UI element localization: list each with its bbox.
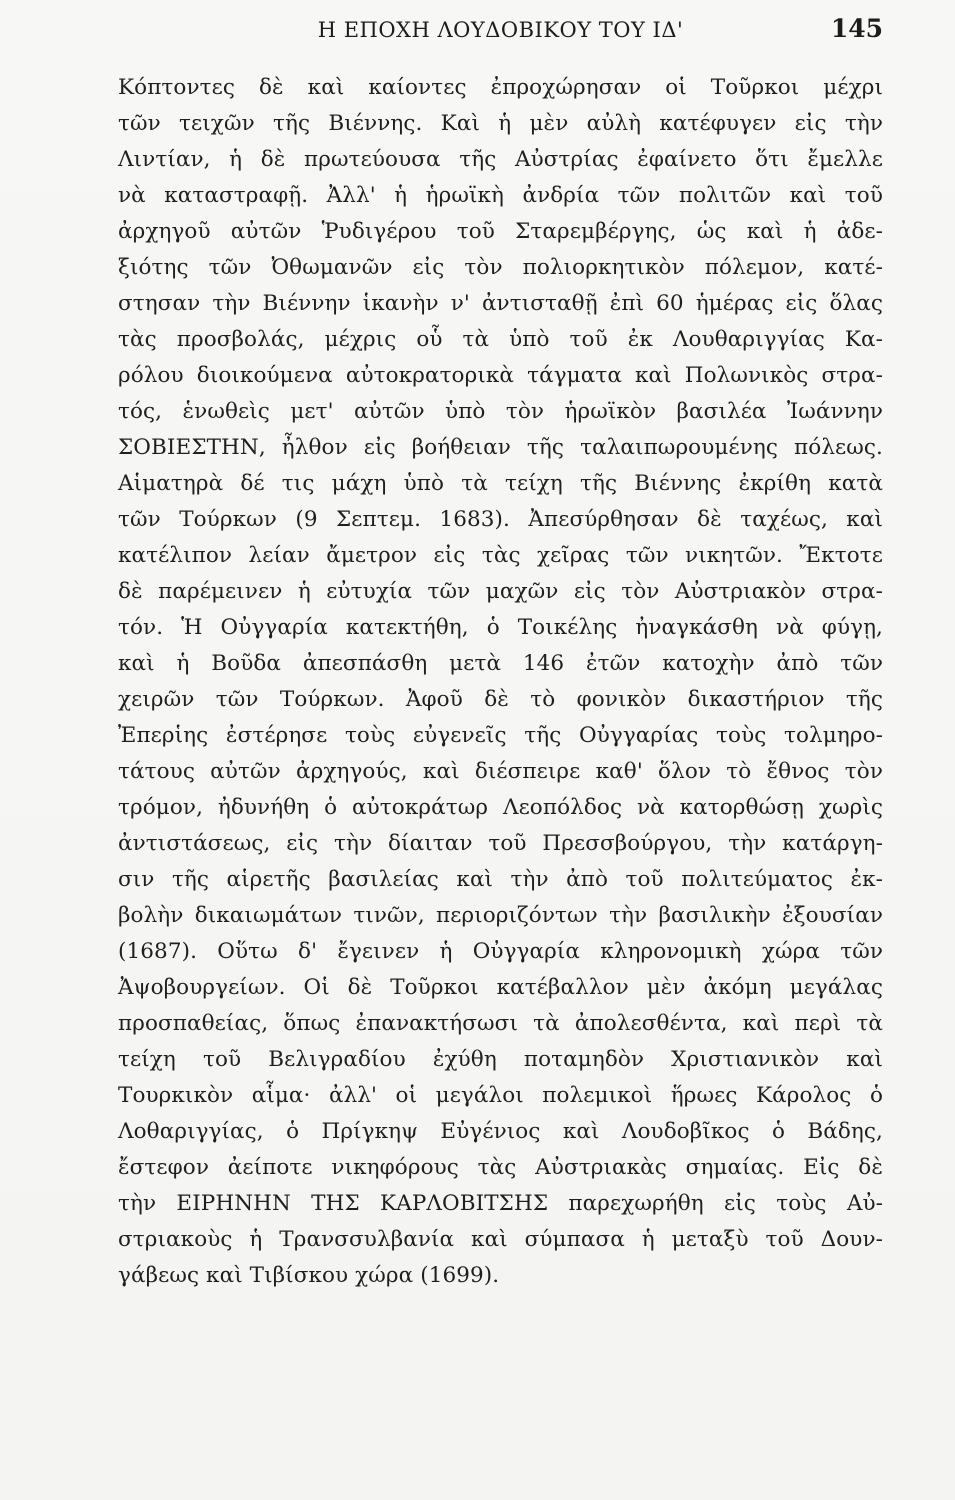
text-line: στριακοὺς ἡ Τρανσσυλβανία καὶ σύμπασα ἡ μεταξὺ τοῦ Δουν- [118,1227,883,1252]
text-line: τός, ἑνωθεὶς μετ' αὐτῶν ὑπὸ τὸν ἡρωϊκὸν βασιλέα Ἰωάννην [118,399,883,424]
text-line: βολὴν δικαιωμάτων τινῶν, περιοριζόντων τὴν βασιλικὴν ἐξουσίαν [118,903,883,928]
text-line: ξιότης τῶν Ὀθωμανῶν εἰς τὸν πολιορκητικὸν πόλεμον, κατέ- [118,255,883,280]
text-line: χειρῶν τῶν Τούρκων. Ἀφοῦ δὲ τὸ φονικὸν δικαστήριον τῆς [118,687,883,712]
text-line: Τουρκικὸν αἷμα· ἀλλ' οἱ μεγάλοι πολεμικοὶ ἥρωες Κάρολος ὁ [118,1083,883,1108]
text-line: ἔστεφον ἀείποτε νικηφόρους τὰς Αὐστριακὰς σημαίας. Εἰς δὲ [118,1155,883,1180]
text-line: καὶ ἡ Βοῦδα ἀπεσπάσθη μετὰ 146 ἐτῶν κατοχὴν ἀπὸ τῶν [118,651,883,676]
text-line: Κόπτοντες δὲ καὶ καίοντες ἐπροχώρησαν οἱ Τοῦρκοι μέχρι [118,75,883,100]
text-line: τάτους αὐτῶν ἀρχηγούς, καὶ διέσπειρε καθ' ὅλον τὸ ἔθνος τὸν [118,759,883,784]
text-line: (1687). Οὕτω δ' ἔγεινεν ἡ Οὐγγαρία κληρονομικὴ χώρα τῶν [118,939,883,964]
text-line: ΣΟΒΙΕΣΤΗΝ, ἦλθον εἰς βοήθειαν τῆς ταλαιπωρουμένης πόλεως. [118,435,883,460]
text-line: Αἱματηρὰ δέ τις μάχη ὑπὸ τὰ τείχη τῆς Βιέννης ἐκρίθη κατὰ [118,471,883,496]
running-head [118,8,883,52]
text-line: τῶν Τούρκων (9 Σεπτεμ. 1683). Ἀπεσύρθησαν δὲ ταχέως, καὶ [118,507,883,532]
running-title: Η ΕΠΟΧΗ ΛΟΥΔΟΒΙΚΟΥ ΤΟΥ ΙΔ' [317,18,684,42]
text-line: σιν τῆς αἱρετῆς βασιλείας καὶ τὴν ἀπὸ τοῦ πολιτεύματος ἐκ- [118,867,883,892]
text-line: Ἐπερἱης ἐστέρησε τοὺς εὐγενεῖς τῆς Οὐγγαρίας τοὺς τολμηρο- [118,723,883,748]
text-line: τῶν τειχῶν τῆς Βιέννης. Καὶ ἡ μὲν αὐλὴ κατέφυγεν εἰς τὴν [118,111,883,136]
text-line: ἀρχηγοῦ αὐτῶν Ῥυδιγέρου τοῦ Σταρεμβέργης, ὡς καὶ ἡ ἀδε- [118,219,883,244]
text-line: ἀντιστάσεως, εἰς τὴν δίαιταν τοῦ Πρεσσβούργου, τὴν κατάργη- [118,831,883,856]
text-line: τόν. Ἡ Οὐγγαρία κατεκτήθη, ὁ Τοικέλης ἠναγκάσθη νὰ φύγῃ, [118,615,883,640]
text-line: στησαν τὴν Βιέννην ἱκανὴν ν' ἀντισταθῇ ἐπὶ 60 ἡμέρας εἰς ὅλας [118,291,883,316]
text-line: νὰ καταστραφῇ. Ἀλλ' ἡ ἡρωϊκὴ ἀνδρία τῶν πολιτῶν καὶ τοῦ [118,183,883,208]
text-line: Λοθαριγγίας, ὁ Πρίγκηψ Εὐγένιος καὶ Λουδοβῖκος ὁ Βάδης, [118,1119,883,1144]
text-line: τὰς προσβολάς, μέχρις οὗ τὰ ὑπὸ τοῦ ἐκ Λουθαριγγίας Κα- [118,327,883,352]
text-line: γάβεως καὶ Τιβίσκου χώρα (1699). [118,1263,500,1288]
text-line: δὲ παρέμεινεν ἡ εὐτυχία τῶν μαχῶν εἰς τὸν Αὐστριακὸν στρα- [118,579,883,604]
page-number: 145 [830,14,883,43]
text-line: τείχη τοῦ Βελιγραδίου ἐχύθη ποταμηδὸν Χριστιανικὸν καὶ [118,1047,883,1072]
text-line: Λιντίαν, ἡ δὲ πρωτεύουσα τῆς Αὐστρίας ἐφαίνετο ὅτι ἔμελλε [118,147,883,172]
text-line: τὴν ΕΙΡΗΝΗΝ ΤΗΣ ΚΑΡΛΟΒΙΤΣΗΣ παρεχωρήθη εἰς τοὺς Αὐ- [118,1191,883,1216]
text-line: προσπαθείας, ὅπως ἐπανακτήσωσι τὰ ἀπολεσθέντα, καὶ περὶ τὰ [118,1011,883,1036]
text-line: κατέλιπον λείαν ἄμετρον εἰς τὰς χεῖρας τῶν νικητῶν. Ἔκτοτε [118,543,883,568]
body-text [118,70,883,1294]
text-line: Ἀψοβουργείων. Οἱ δὲ Τοῦρκοι κατέβαλλον μὲν ἀκόμη μεγάλας [118,975,883,1000]
text-line: τρόμον, ἠδυνήθη ὁ αὐτοκράτωρ Λεοπόλδος νὰ κατορθώσῃ χωρὶς [118,795,883,820]
text-line: ρόλου διοικούμενα αὐτοκρατορικὰ τάγματα καὶ Πολωνικὸς στρα- [118,363,883,388]
